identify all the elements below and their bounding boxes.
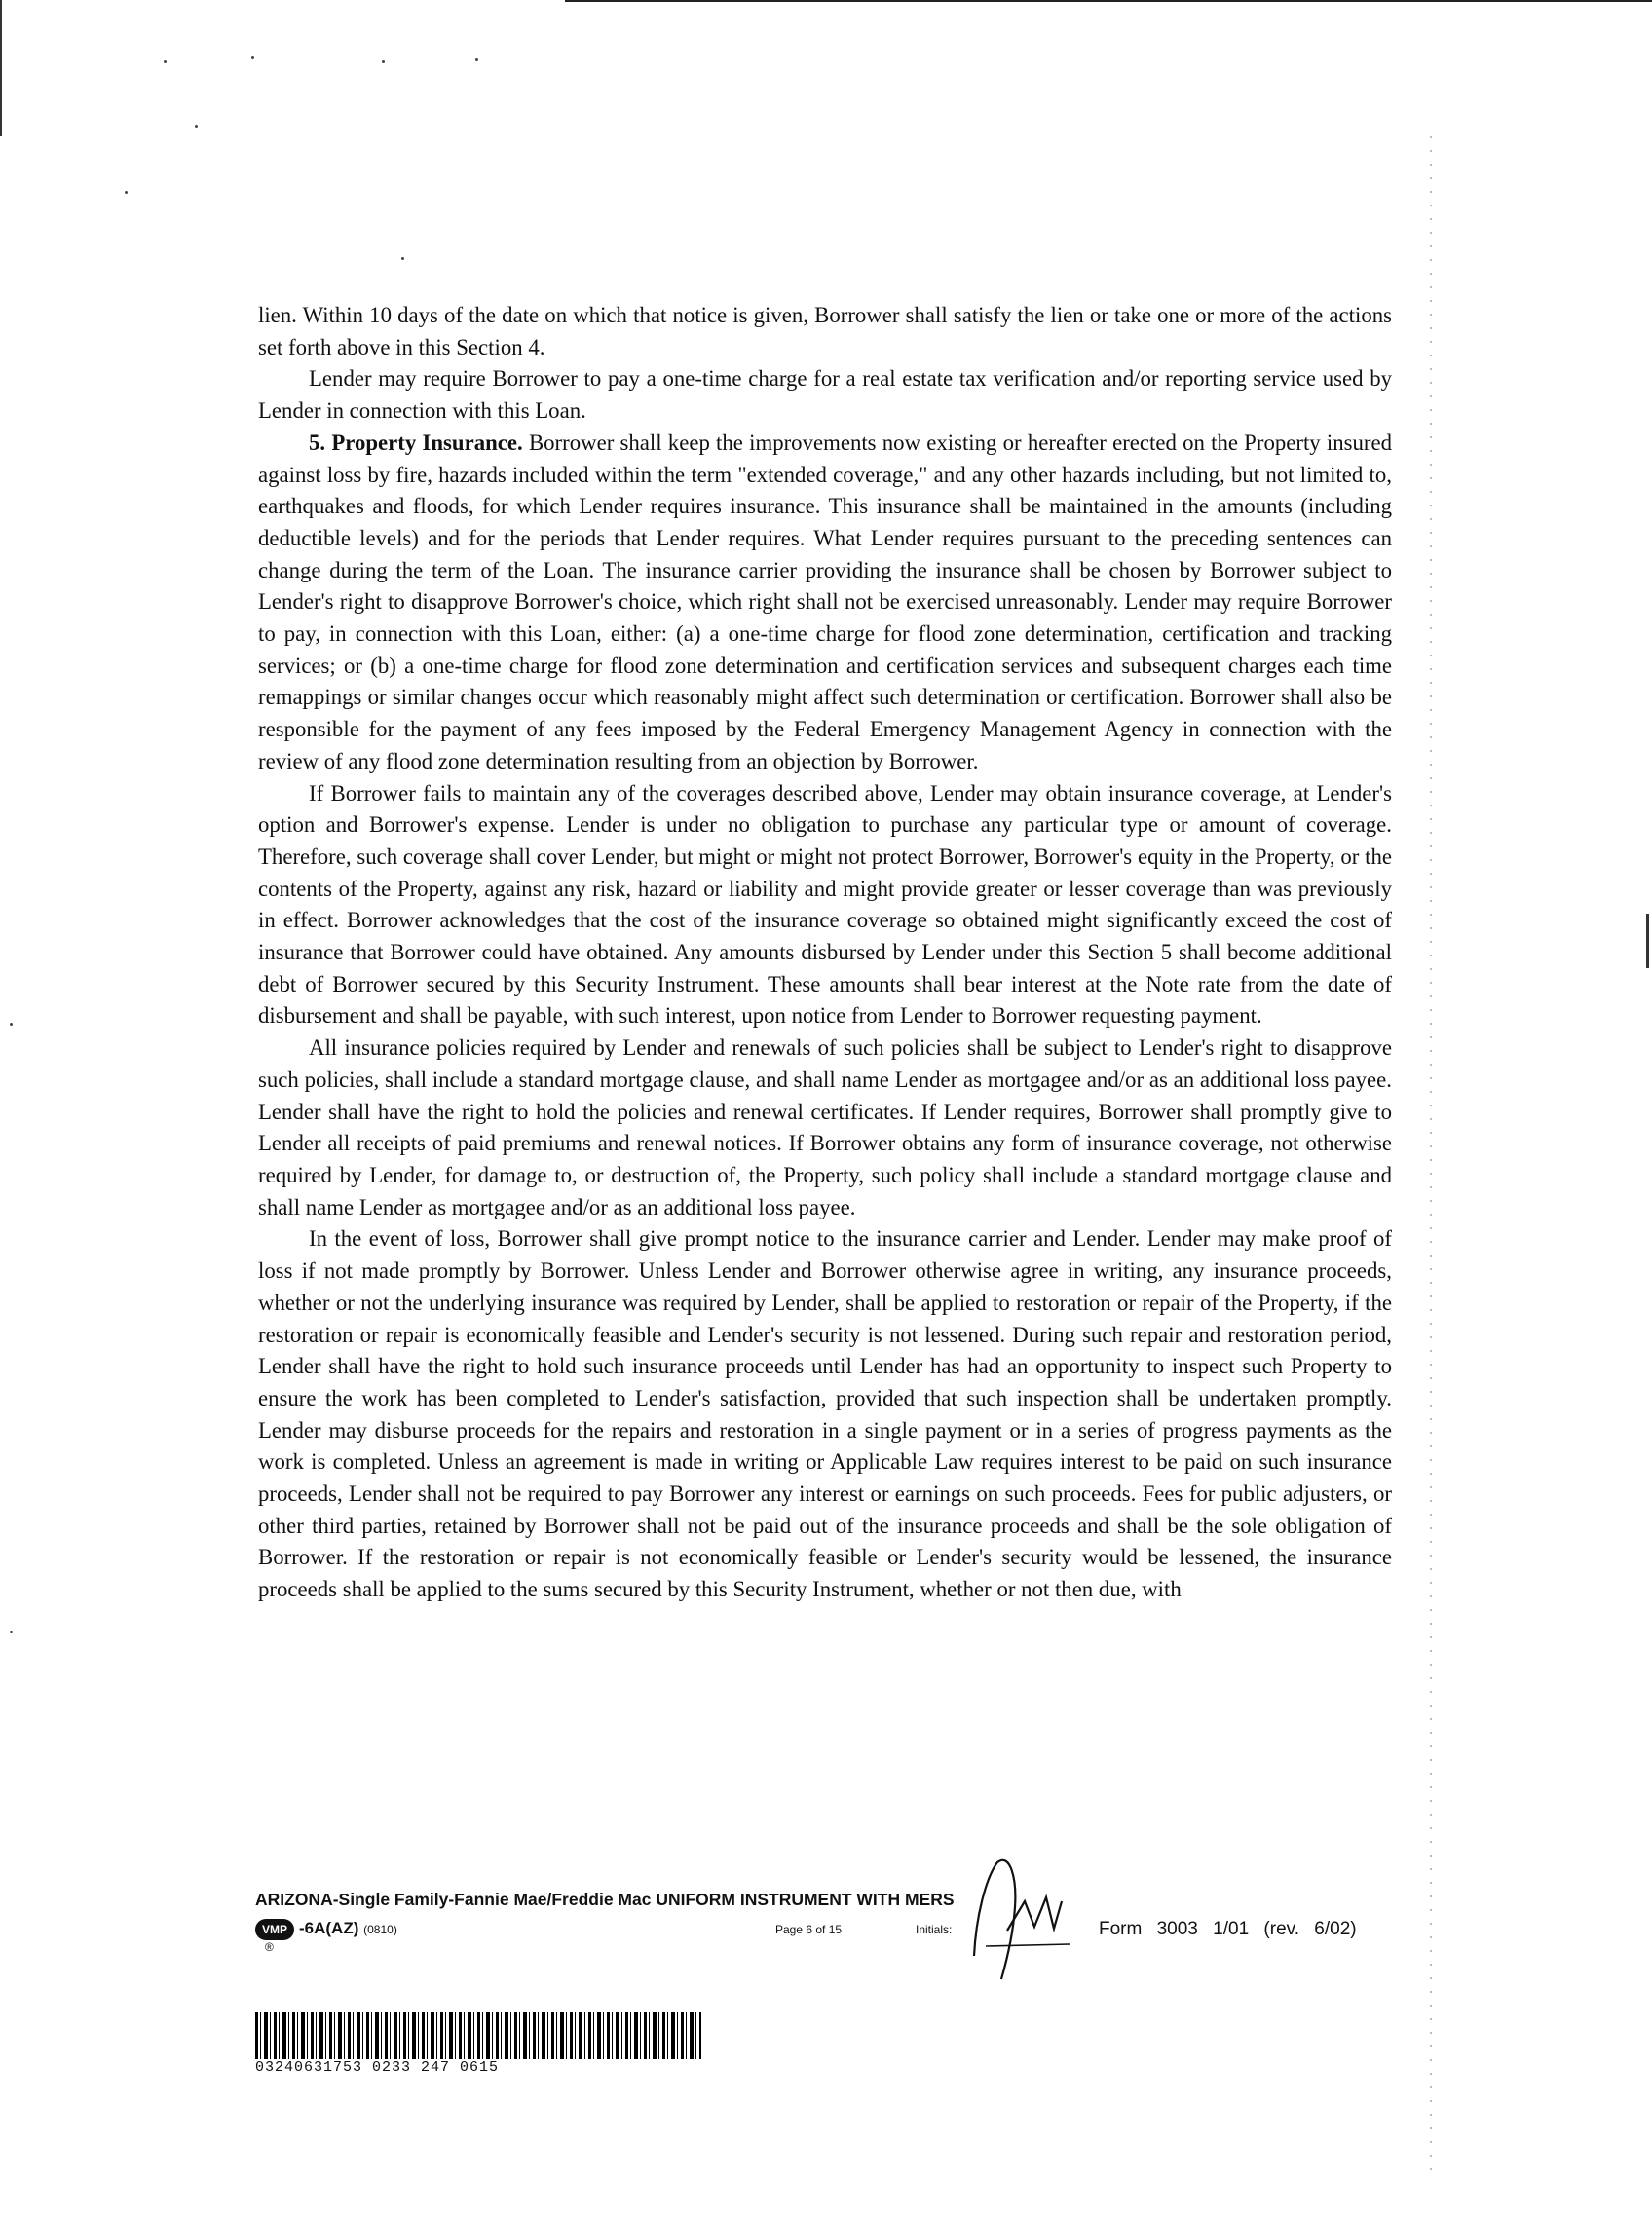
scan-speck [195,125,198,128]
scan-speck [125,191,128,194]
paragraph: 5. Property Insurance. Borrower shall keep the improvements now existing or hereafter erected on the Property insured against loss by fire, hazards included within the term "extended coverage," and any other hazards including, but not limited to, earthquakes and floods, for which Lender requires insurance. This insurance shall be maintained in the amounts (including deductible levels) and for the periods that Lender requires. What Lender requires pursuant to the preceding sentences can change during the term of the Loan. The insurance carrier providing the insurance shall be chosen by Borrower subject to Lender's right to disapprove Borrower's choice, which right shall not be exercised unreasonably. Lender may require Borrower to pay, in connection with this Loan, either: (a) a one-time charge for flood zone determination, certification and tracking services; or (b) a one-time charge for flood zone determination and certification services and subsequent charges each time remappings or similar changes occur which reasonably might affect such determination or certification. Borrower shall also be responsible for the payment of any fees imposed by the Federal Emergency Management Agency in connection with the review of any flood zone determination resulting from an objection by Borrower. [258,430,1393,773]
paragraph: Lender may require Borrower to pay a one-time charge for a real estate tax verification and/or reporting service used by Lender in connection with this Loan. [258,366,1392,424]
scan-speck [401,257,404,260]
scan-speck [10,1023,13,1026]
paragraph: In the event of loss, Borrower shall give prompt notice to the insurance carrier and Lender. Lender may make proof of loss if not made promptly by Borrower. Unless Lender and Borrower otherwise agree in writing, any insurance proceeds, whether or not the underlying insurance was required by Lender, shall be applied to restoration or repair of the Property, if the restoration or repair is economically feasible and Lender's security is not lessened. During such repair and restoration period, Lender shall have the right to hold such insurance proceeds until Lender has had an opportunity to inspect such Property to ensure the work has been completed to Lender's satisfaction, provided that such inspection shall be undertaken promptly. Lender may disburse proceeds for the repairs and restoration in a single payment or in a series of progress payments as the work is completed. Unless an agreement is made in writing or Applicable Law requires interest to be paid on such insurance proceeds, Lender shall not be required to pay Borrower any interest or earnings on such proceeds. Fees for public adjusters, or other third parties, retained by Borrower shall not be paid out of the insurance proceeds and shall be the sole obligation of Borrower. If the restoration or repair is not economically feasible or Lender's security would be lessened, the insurance proceeds shall be applied to the sums secured by this Security Instrument, whether or not then due, with [258,1226,1392,1602]
page-number: Page 6 of 15 [775,1923,843,1936]
barcode [255,2012,701,2059]
vmp-logo-icon: VMP [255,1919,294,1940]
footer-title: ARIZONA-Single Family-Fannie Mae/Freddie Mac UNIFORM INSTRUMENT WITH MERS [255,1890,955,1909]
registered-mark: ® [265,1940,274,1954]
scan-speck [382,60,385,63]
scan-speck [10,1631,13,1633]
form-code: -6A(AZ) (0810) [299,1919,397,1937]
initials-label: Initials: [916,1923,953,1936]
scan-speck [475,58,478,61]
scan-speck [251,56,254,59]
page-footer [255,1878,1405,1995]
scan-speck [164,60,167,63]
section-heading: 5. Property Insurance. [309,430,523,455]
scan-right-margin-dots [1430,136,1432,2172]
paragraph: lien. Within 10 days of the date on which that notice is given, Borrower shall satisfy the lien or take one or more of the actions set forth above in this Section 4. [258,303,1392,359]
document-body [258,300,1392,1606]
paragraph: If Borrower fails to maintain any of the coverages described above, Lender may obtain insurance coverage, at Lender's option and Borrower's expense. Lender is under no obligation to purchase any particular type or amount of coverage. Therefore, such coverage shall cover Lender, but might or might not protect Borrower, Borrower's equity in the Property, or the contents of the Property, against any risk, hazard or liability and might provide greater or lesser coverage than was previously in effect. Borrower acknowledges that the cost of the insurance coverage so obtained might significantly exceed the cost of insurance that Borrower could have obtained. Any amounts disbursed by Lender under this Section 5 shall become additional debt of Borrower secured by this Security Instrument. These amounts shall bear interest at the Note rate from the date of disbursement and shall be payable, with such interest, upon notice from Lender to Borrower requesting payment. [258,780,1392,1029]
scan-right-edge-mark [1646,914,1649,968]
paragraph: All insurance policies required by Lender and renewals of such policies shall be subject to Lender's right to disapprove such policies, shall include a standard mortgage clause, and shall name Lender as mortgagee and/or as an additional loss payee. Lender shall have the right to hold the policies and renewal certificates. If Lender requires, Borrower shall promptly give to Lender all receipts of paid premiums and renewal notices. If Borrower obtains any form of insurance coverage, not otherwise required by Lender, for damage to, or destruction of, the Property, such policy shall include a standard mortgage clause and shall name Lender as mortgagee and/or as an additional loss payee. [258,1035,1392,1219]
scan-top-border [565,0,1652,2]
scan-left-edge [0,0,2,136]
initials-signature-icon [957,1849,1151,1985]
barcode-number: 03240631753 0233 247 0615 [255,2059,500,2076]
form-number: Form 3003 1/01 (rev. 6/02) [1099,1919,1357,1939]
